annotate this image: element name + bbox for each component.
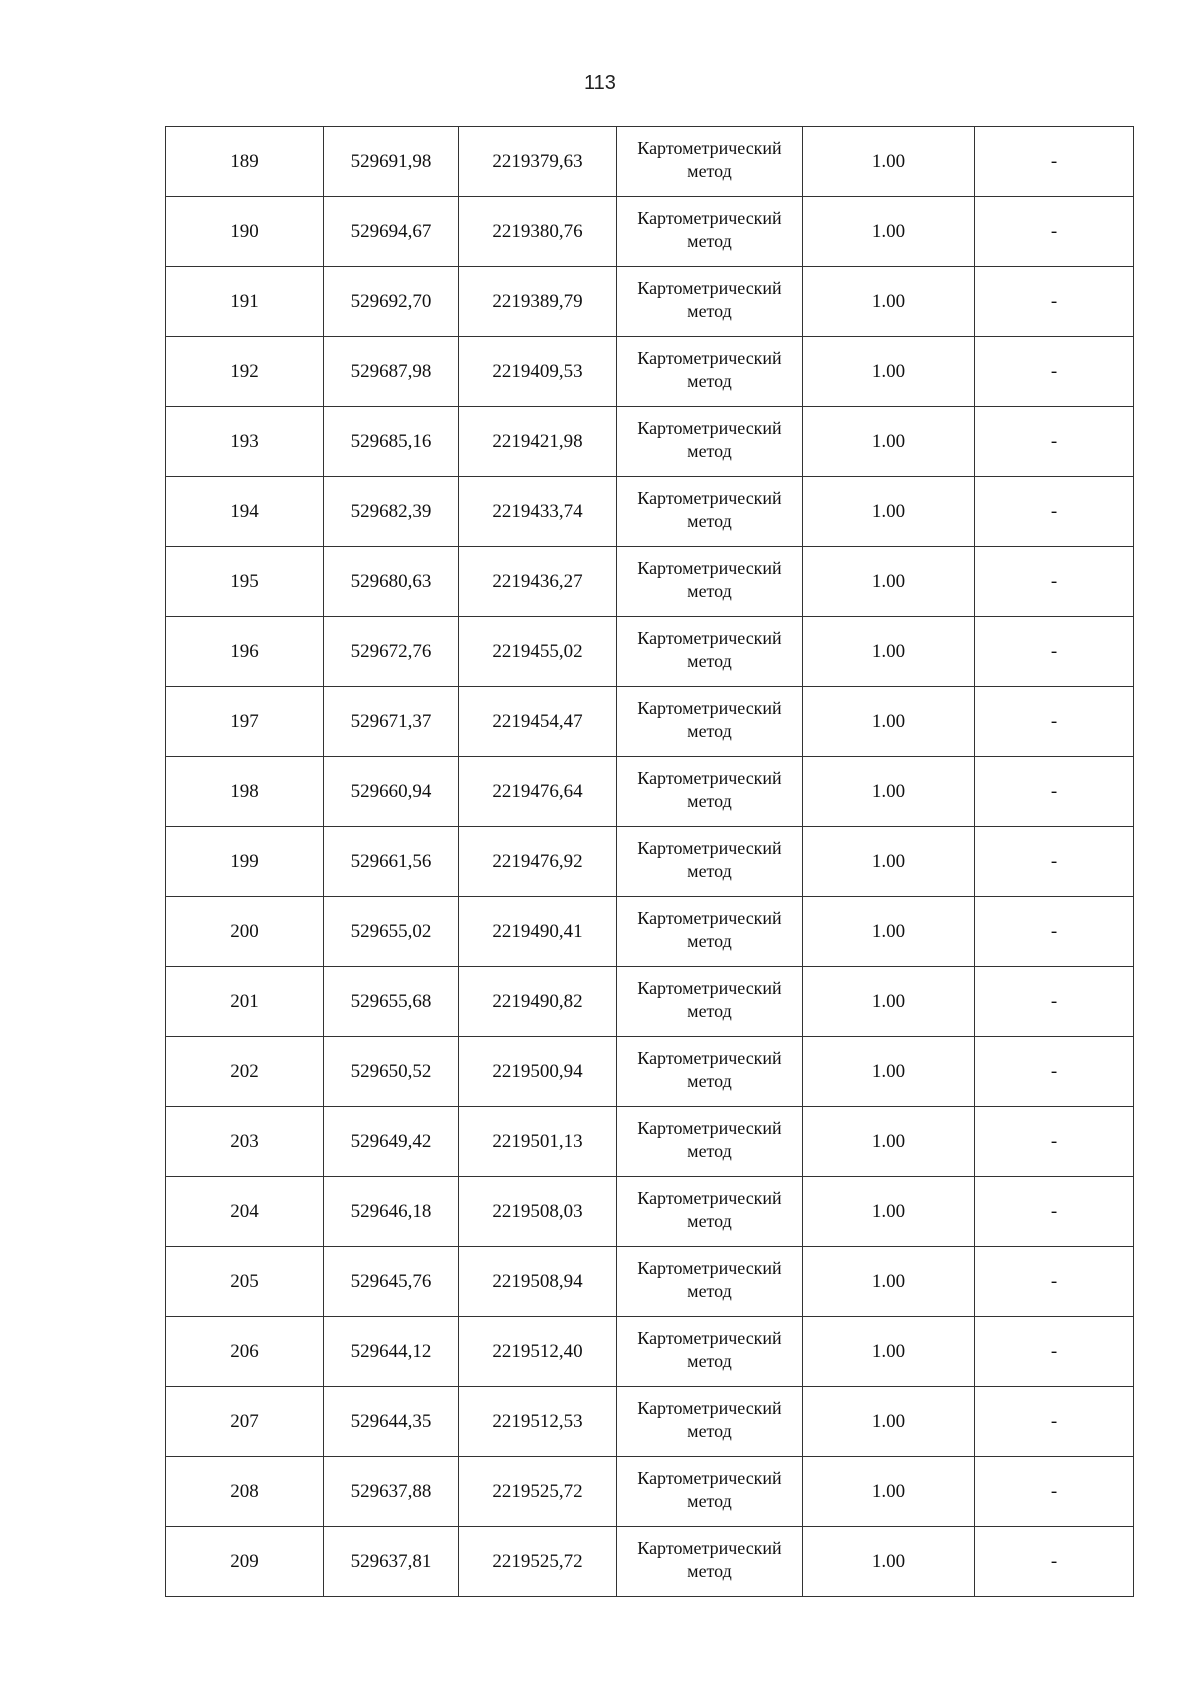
x-coordinate-cell: 529655,68 (324, 967, 459, 1037)
x-coordinate-cell: 529692,70 (324, 267, 459, 337)
table-row (166, 1527, 1134, 1597)
accuracy-cell: 1.00 (803, 827, 975, 897)
note-cell: - (975, 1387, 1134, 1457)
accuracy-cell: 1.00 (803, 1457, 975, 1527)
method-cell: Картометрический метод (617, 197, 803, 267)
method-cell: Картометрический метод (617, 827, 803, 897)
method-cell: Картометрический метод (617, 757, 803, 827)
point-number-cell: 197 (166, 687, 324, 757)
table-row (166, 197, 1134, 267)
note-cell: - (975, 407, 1134, 477)
method-cell: Картометрический метод (617, 1317, 803, 1387)
x-coordinate-cell: 529637,88 (324, 1457, 459, 1527)
y-coordinate-cell: 2219525,72 (459, 1457, 617, 1527)
method-cell: Картометрический метод (617, 1457, 803, 1527)
accuracy-cell: 1.00 (803, 127, 975, 197)
note-cell: - (975, 1527, 1134, 1597)
method-cell: Картометрический метод (617, 1037, 803, 1107)
x-coordinate-cell: 529694,67 (324, 197, 459, 267)
coordinates-table (165, 126, 1134, 1597)
point-number-cell: 199 (166, 827, 324, 897)
table-row (166, 1247, 1134, 1317)
accuracy-cell: 1.00 (803, 1037, 975, 1107)
point-number-cell: 198 (166, 757, 324, 827)
y-coordinate-cell: 2219476,64 (459, 757, 617, 827)
point-number-cell: 196 (166, 617, 324, 687)
note-cell: - (975, 547, 1134, 617)
method-cell: Картометрический метод (617, 337, 803, 407)
accuracy-cell: 1.00 (803, 407, 975, 477)
x-coordinate-cell: 529644,35 (324, 1387, 459, 1457)
x-coordinate-cell: 529646,18 (324, 1177, 459, 1247)
accuracy-cell: 1.00 (803, 267, 975, 337)
y-coordinate-cell: 2219454,47 (459, 687, 617, 757)
note-cell: - (975, 127, 1134, 197)
x-coordinate-cell: 529649,42 (324, 1107, 459, 1177)
note-cell: - (975, 1107, 1134, 1177)
method-cell: Картометрический метод (617, 967, 803, 1037)
y-coordinate-cell: 2219433,74 (459, 477, 617, 547)
method-cell: Картометрический метод (617, 267, 803, 337)
y-coordinate-cell: 2219389,79 (459, 267, 617, 337)
method-cell: Картометрический метод (617, 687, 803, 757)
note-cell: - (975, 827, 1134, 897)
note-cell: - (975, 897, 1134, 967)
x-coordinate-cell: 529660,94 (324, 757, 459, 827)
x-coordinate-cell: 529671,37 (324, 687, 459, 757)
y-coordinate-cell: 2219421,98 (459, 407, 617, 477)
x-coordinate-cell: 529685,16 (324, 407, 459, 477)
note-cell: - (975, 337, 1134, 407)
accuracy-cell: 1.00 (803, 897, 975, 967)
x-coordinate-cell: 529672,76 (324, 617, 459, 687)
accuracy-cell: 1.00 (803, 1107, 975, 1177)
table-row (166, 1387, 1134, 1457)
point-number-cell: 195 (166, 547, 324, 617)
accuracy-cell: 1.00 (803, 477, 975, 547)
accuracy-cell: 1.00 (803, 197, 975, 267)
table-row (166, 1457, 1134, 1527)
point-number-cell: 201 (166, 967, 324, 1037)
note-cell: - (975, 477, 1134, 547)
accuracy-cell: 1.00 (803, 1387, 975, 1457)
accuracy-cell: 1.00 (803, 687, 975, 757)
note-cell: - (975, 1457, 1134, 1527)
point-number-cell: 202 (166, 1037, 324, 1107)
note-cell: - (975, 1177, 1134, 1247)
table-row (166, 1317, 1134, 1387)
y-coordinate-cell: 2219512,40 (459, 1317, 617, 1387)
table-row (166, 337, 1134, 407)
point-number-cell: 209 (166, 1527, 324, 1597)
point-number-cell: 192 (166, 337, 324, 407)
point-number-cell: 208 (166, 1457, 324, 1527)
accuracy-cell: 1.00 (803, 1177, 975, 1247)
x-coordinate-cell: 529645,76 (324, 1247, 459, 1317)
x-coordinate-cell: 529682,39 (324, 477, 459, 547)
y-coordinate-cell: 2219380,76 (459, 197, 617, 267)
accuracy-cell: 1.00 (803, 337, 975, 407)
accuracy-cell: 1.00 (803, 967, 975, 1037)
method-cell: Картометрический метод (617, 547, 803, 617)
y-coordinate-cell: 2219508,03 (459, 1177, 617, 1247)
accuracy-cell: 1.00 (803, 617, 975, 687)
point-number-cell: 194 (166, 477, 324, 547)
y-coordinate-cell: 2219500,94 (459, 1037, 617, 1107)
note-cell: - (975, 1037, 1134, 1107)
accuracy-cell: 1.00 (803, 1527, 975, 1597)
method-cell: Картометрический метод (617, 477, 803, 547)
point-number-cell: 206 (166, 1317, 324, 1387)
method-cell: Картометрический метод (617, 127, 803, 197)
table-row (166, 477, 1134, 547)
coordinates-table-body (166, 127, 1134, 1597)
point-number-cell: 191 (166, 267, 324, 337)
point-number-cell: 207 (166, 1387, 324, 1457)
method-cell: Картометрический метод (617, 1387, 803, 1457)
y-coordinate-cell: 2219490,41 (459, 897, 617, 967)
x-coordinate-cell: 529680,63 (324, 547, 459, 617)
x-coordinate-cell: 529644,12 (324, 1317, 459, 1387)
accuracy-cell: 1.00 (803, 547, 975, 617)
note-cell: - (975, 267, 1134, 337)
table-row (166, 1107, 1134, 1177)
x-coordinate-cell: 529687,98 (324, 337, 459, 407)
table-row (166, 407, 1134, 477)
table-row (166, 827, 1134, 897)
y-coordinate-cell: 2219379,63 (459, 127, 617, 197)
table-row (166, 617, 1134, 687)
table-row (166, 1037, 1134, 1107)
note-cell: - (975, 197, 1134, 267)
point-number-cell: 193 (166, 407, 324, 477)
x-coordinate-cell: 529637,81 (324, 1527, 459, 1597)
y-coordinate-cell: 2219490,82 (459, 967, 617, 1037)
table-row (166, 687, 1134, 757)
method-cell: Картометрический метод (617, 1107, 803, 1177)
x-coordinate-cell: 529650,52 (324, 1037, 459, 1107)
table-row (166, 127, 1134, 197)
page-number: 113 (584, 72, 616, 94)
point-number-cell: 190 (166, 197, 324, 267)
method-cell: Картометрический метод (617, 617, 803, 687)
method-cell: Картометрический метод (617, 1527, 803, 1597)
point-number-cell: 200 (166, 897, 324, 967)
method-cell: Картометрический метод (617, 1177, 803, 1247)
note-cell: - (975, 687, 1134, 757)
accuracy-cell: 1.00 (803, 757, 975, 827)
y-coordinate-cell: 2219436,27 (459, 547, 617, 617)
table-row (166, 897, 1134, 967)
accuracy-cell: 1.00 (803, 1247, 975, 1317)
y-coordinate-cell: 2219525,72 (459, 1527, 617, 1597)
point-number-cell: 189 (166, 127, 324, 197)
y-coordinate-cell: 2219455,02 (459, 617, 617, 687)
x-coordinate-cell: 529655,02 (324, 897, 459, 967)
x-coordinate-cell: 529661,56 (324, 827, 459, 897)
note-cell: - (975, 1317, 1134, 1387)
y-coordinate-cell: 2219512,53 (459, 1387, 617, 1457)
y-coordinate-cell: 2219501,13 (459, 1107, 617, 1177)
table-row (166, 967, 1134, 1037)
x-coordinate-cell: 529691,98 (324, 127, 459, 197)
y-coordinate-cell: 2219409,53 (459, 337, 617, 407)
table-row (166, 1177, 1134, 1247)
point-number-cell: 205 (166, 1247, 324, 1317)
note-cell: - (975, 617, 1134, 687)
method-cell: Картометрический метод (617, 897, 803, 967)
note-cell: - (975, 967, 1134, 1037)
table-row (166, 547, 1134, 617)
note-cell: - (975, 757, 1134, 827)
y-coordinate-cell: 2219508,94 (459, 1247, 617, 1317)
point-number-cell: 204 (166, 1177, 324, 1247)
accuracy-cell: 1.00 (803, 1317, 975, 1387)
y-coordinate-cell: 2219476,92 (459, 827, 617, 897)
method-cell: Картометрический метод (617, 407, 803, 477)
method-cell: Картометрический метод (617, 1247, 803, 1317)
table-row (166, 267, 1134, 337)
table-row (166, 757, 1134, 827)
note-cell: - (975, 1247, 1134, 1317)
point-number-cell: 203 (166, 1107, 324, 1177)
